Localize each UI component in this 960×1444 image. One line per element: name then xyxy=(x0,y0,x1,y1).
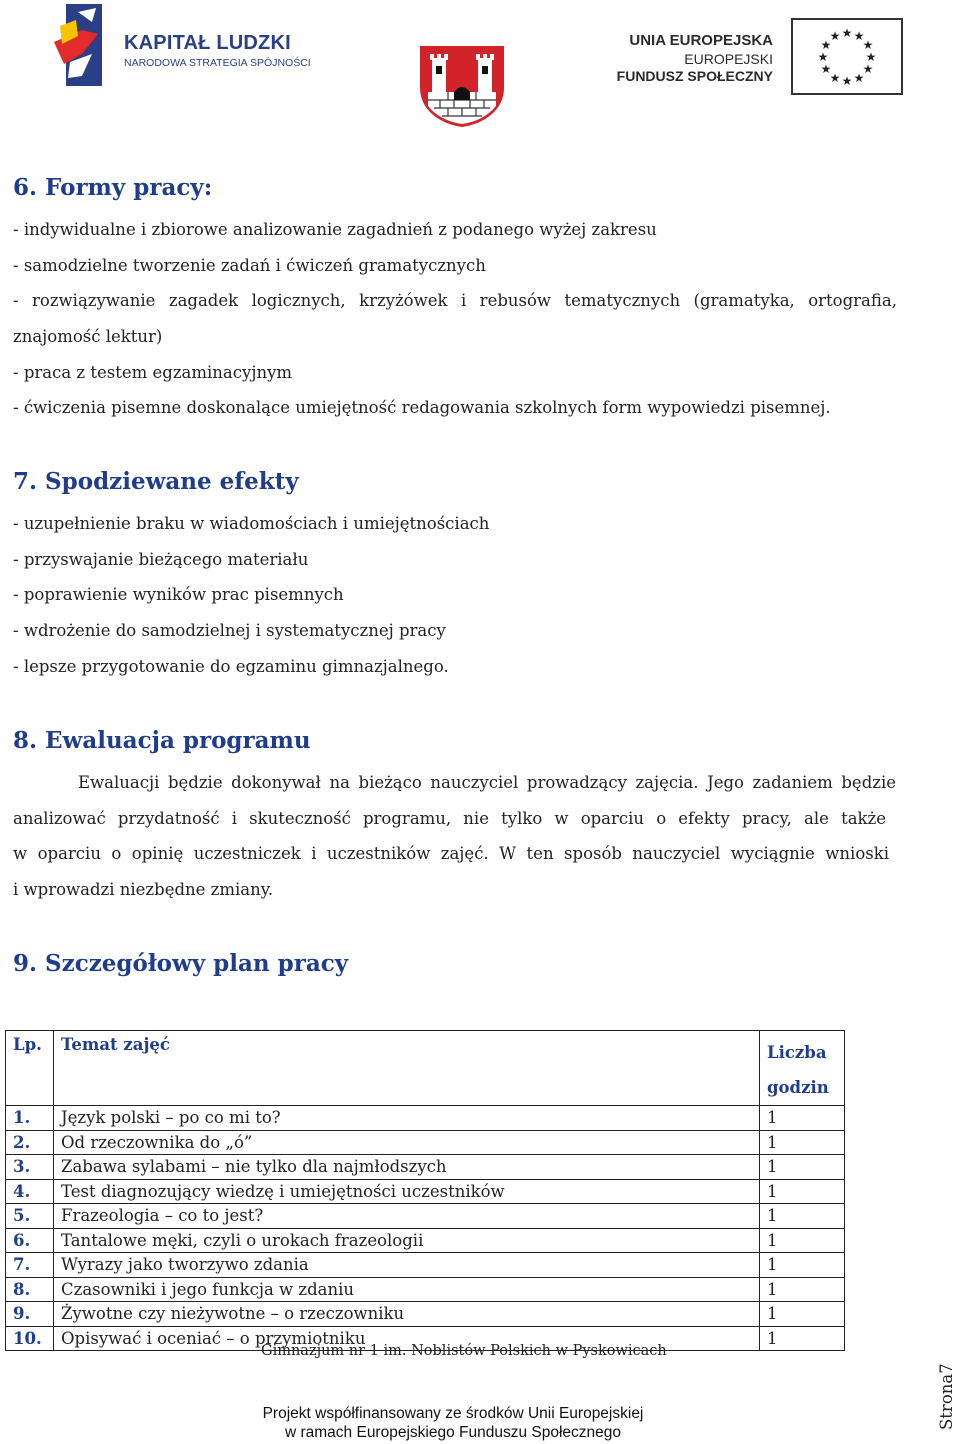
eu-logo xyxy=(618,18,903,98)
row-topic: Język polski – po co mi to? xyxy=(54,1106,760,1131)
row-topic: Wyrazy jako tworzywo zdania xyxy=(54,1253,760,1278)
kapital-ludzki-subtitle: NARODOWA STRATEGIA SPÓJNOŚCI xyxy=(124,57,311,69)
row-topic: Od rzeczownika do „ó” xyxy=(54,1130,760,1155)
row-topic: Frazeologia – co to jest? xyxy=(54,1204,760,1229)
svg-text:★: ★ xyxy=(853,71,865,85)
svg-text:★: ★ xyxy=(862,62,874,76)
page-number-container xyxy=(936,1356,960,1430)
eu-logo-line3: FUNDUSZ SPOŁECZNY xyxy=(616,68,773,84)
section6-line: - ćwiczenia pisemne doskonalące umiejętność redagowania szkolnych form wypowiedzi pisemnej. xyxy=(13,398,831,417)
table-row xyxy=(6,1253,845,1278)
section7-line: - lepsze przygotowanie do egzaminu gimnazjalnego. xyxy=(13,657,449,676)
row-hours: 1 xyxy=(760,1106,845,1131)
row-lp: 4. xyxy=(6,1179,54,1204)
section7-heading xyxy=(13,468,299,495)
row-hours: 1 xyxy=(760,1302,845,1327)
section7-line: - przyswajanie bieżącego materiału xyxy=(13,550,309,569)
section6-line: - rozwiązywanie zagadek logicznych, krzyżówek i rebusów tematycznych (gramatyka, ortografia, xyxy=(13,291,897,310)
section7-line: - wdrożenie do samodzielnej i systematycznej pracy xyxy=(13,621,446,640)
section8-heading xyxy=(13,727,311,754)
table-row xyxy=(6,1130,845,1155)
row-lp: 6. xyxy=(6,1228,54,1253)
table-row xyxy=(6,1277,845,1302)
row-hours: 1 xyxy=(760,1228,845,1253)
coat-of-arms-icon xyxy=(418,44,506,128)
table-row xyxy=(6,1179,845,1204)
row-hours: 1 xyxy=(760,1179,845,1204)
row-lp: 9. xyxy=(6,1302,54,1327)
row-hours: 1 xyxy=(760,1155,845,1180)
table-row xyxy=(6,1106,845,1131)
section6-line: - indywidualne i zbiorowe analizowanie zagadnień z podanego wyżej zakresu xyxy=(13,220,657,239)
section6-line: - praca z testem egzaminacyjnym xyxy=(13,363,293,382)
table-row xyxy=(6,1302,845,1327)
row-topic: Test diagnozujący wiedzę i umiejętności uczestników xyxy=(54,1179,760,1204)
funding-line1: Projekt współfinansowany ze środków Unii Europejskiej xyxy=(262,1405,644,1422)
row-lp: 2. xyxy=(6,1130,54,1155)
eu-flag-icon xyxy=(791,18,903,95)
section6-line: - samodzielne tworzenie zadań i ćwiczeń gramatycznych xyxy=(13,256,486,275)
table-row xyxy=(6,1204,845,1229)
table-header-row xyxy=(6,1031,845,1106)
svg-text:★: ★ xyxy=(853,29,865,43)
section9-title: Szczegółowy plan pracy xyxy=(45,950,349,977)
header-hours xyxy=(760,1031,845,1106)
row-lp: 10. xyxy=(6,1326,54,1351)
row-topic: Żywotne czy nieżywotne – o rzeczowniku xyxy=(54,1302,760,1327)
svg-text:★: ★ xyxy=(820,62,832,76)
svg-text:★: ★ xyxy=(862,38,874,52)
row-lp: 7. xyxy=(6,1253,54,1278)
row-lp: 8. xyxy=(6,1277,54,1302)
funding-line2: w ramach Europejskiego Funduszu Społecznego xyxy=(284,1424,622,1441)
row-hours: 1 xyxy=(760,1130,845,1155)
row-lp: 3. xyxy=(6,1155,54,1180)
kapital-ludzki-logo xyxy=(52,4,322,86)
svg-text:★: ★ xyxy=(841,26,853,40)
eu-logo-line2: EUROPEJSKI xyxy=(684,51,773,67)
section9-number: 9. xyxy=(13,950,38,977)
section8-line: w oparciu o opinię uczestniczek i uczestników zajęć. W ten sposób nauczyciel wyciągnie wnioski xyxy=(13,844,889,863)
eu-logo-line1: UNIA EUROPEJSKA xyxy=(629,32,773,49)
svg-text:★: ★ xyxy=(817,50,829,64)
row-topic: Tantalowe męki, czyli o urokach frazeologii xyxy=(54,1228,760,1253)
section8-line: analizować przydatność i skuteczność programu, nie tylko w oparciu o efekty pracy, ale także xyxy=(13,809,886,828)
header-hours-label: Liczba godzin xyxy=(767,1043,829,1097)
svg-text:★: ★ xyxy=(865,50,877,64)
section7-line: - poprawienie wyników prac pisemnych xyxy=(13,585,344,604)
section6-heading xyxy=(13,174,212,201)
row-topic: Opisywać i oceniać – o przymiotniku xyxy=(54,1326,760,1351)
row-hours: 1 xyxy=(760,1326,845,1351)
row-hours: 1 xyxy=(760,1204,845,1229)
section9-heading xyxy=(13,950,348,977)
section7-line: - uzupełnienie braku w wiadomościach i umiejętnościach xyxy=(13,514,490,533)
svg-text:★: ★ xyxy=(841,74,853,88)
row-hours: 1 xyxy=(760,1253,845,1278)
table-row xyxy=(6,1155,845,1180)
row-hours: 1 xyxy=(760,1277,845,1302)
header-lp: Lp. xyxy=(6,1031,54,1106)
section8-line: i wprowadzi niezbędne zmiany. xyxy=(13,880,274,899)
work-plan-table xyxy=(5,1030,845,1351)
svg-text:★: ★ xyxy=(829,71,841,85)
svg-text:★: ★ xyxy=(820,38,832,52)
table-row xyxy=(6,1228,845,1253)
section7-title: Spodziewane efekty xyxy=(45,468,299,495)
section7-number: 7. xyxy=(13,468,38,495)
row-topic: Czasowniki i jego funkcja w zdaniu xyxy=(54,1277,760,1302)
footer-school-name: Gimnazjum nr 1 im. Noblistów Polskich w Pyskowicach xyxy=(261,1343,667,1359)
kapital-ludzki-emblem-icon xyxy=(52,4,112,86)
svg-text:★: ★ xyxy=(829,29,841,43)
section6-title: Formy pracy: xyxy=(45,174,213,201)
section8-line: Ewaluacji będzie dokonywał na bieżąco nauczyciel prowadzący zajęcia. Jego zadaniem będzie xyxy=(78,773,896,792)
section6-number: 6. xyxy=(13,174,38,201)
row-topic: Zabawa sylabami – nie tylko dla najmłodszych xyxy=(54,1155,760,1180)
section6-line: znajomość lektur) xyxy=(13,327,163,346)
header-topic: Temat zajęć xyxy=(54,1031,760,1106)
page-number: Strona7 xyxy=(937,1363,956,1430)
kapital-ludzki-title: KAPITAŁ LUDZKI xyxy=(124,32,291,54)
row-lp: 1. xyxy=(6,1106,54,1131)
section8-title: Ewaluacja programu xyxy=(45,727,311,754)
section8-number: 8. xyxy=(13,727,38,754)
row-lp: 5. xyxy=(6,1204,54,1229)
